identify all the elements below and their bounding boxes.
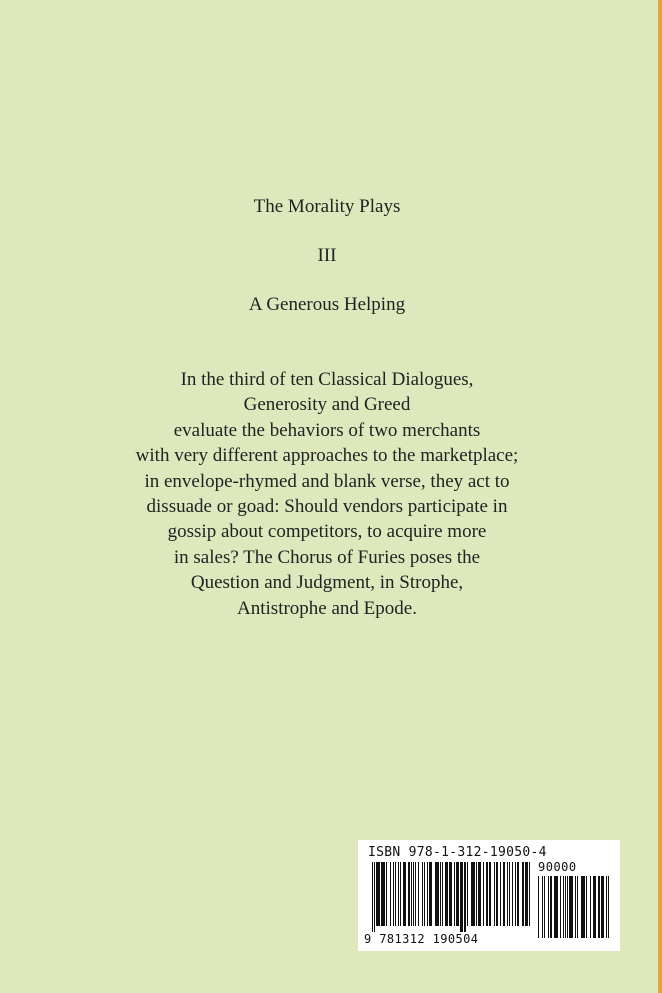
play-title: A Generous Helping — [248, 294, 406, 315]
blurb-line: gossip about competitors, to acquire more — [167, 521, 487, 543]
blurb-line: Antistrophe and Epode. — [237, 597, 417, 619]
series-title: The Morality Plays — [253, 196, 401, 217]
blurb-line: evaluate the behaviors of two merchants — [173, 419, 481, 441]
blurb-line: Question and Judgment, in Strophe, — [190, 572, 464, 594]
spine-edge — [658, 0, 662, 993]
price-code: 90000 — [538, 860, 577, 874]
blurb-line: with very different approaches to the marketplace; — [135, 445, 519, 467]
barcode-digits: 9 781312 190504 — [364, 932, 479, 946]
blurb-line: Generosity and Greed — [243, 394, 411, 416]
blurb-line: dissuade or goad: Should vendors participate in — [146, 496, 508, 518]
volume-number: III — [317, 245, 337, 266]
blurb — [0, 367, 654, 621]
blurb-line: In the third of ten Classical Dialogues, — [180, 369, 474, 390]
blurb-line: in sales? The Chorus of Furies poses the — [173, 546, 481, 568]
blurb-line: in envelope-rhymed and blank verse, they act to — [144, 470, 510, 492]
isbn-barcode — [358, 840, 620, 951]
isbn-label: ISBN 978-1-312-19050-4 — [368, 845, 547, 860]
